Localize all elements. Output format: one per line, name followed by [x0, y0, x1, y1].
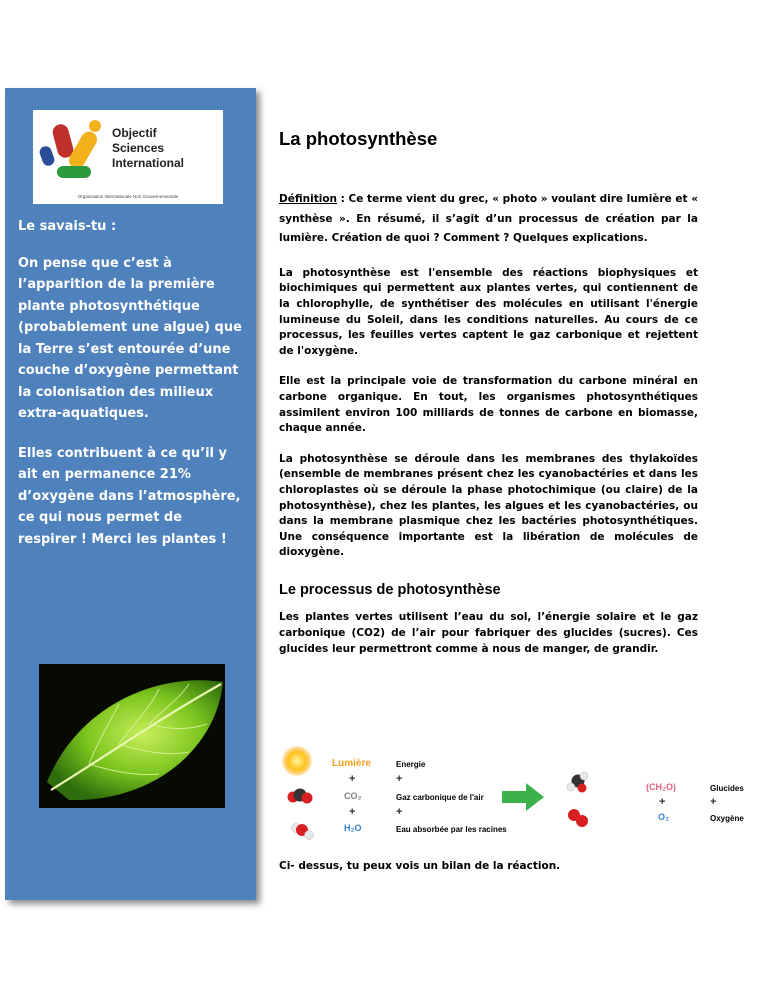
co2-description: Gaz carbonique de l'air [396, 793, 484, 802]
oxygene-label: Oxygène [710, 814, 744, 823]
section-paragraph: Les plantes vertes utilisent l’eau du sol, l’énergie solaire et le gaz carbonique (CO2) de l’air pour fabriquer des glucides (sucres). Ces glucides leur permettront comme à nous de manger, de grandir. [279, 611, 698, 655]
definition-text: : Ce terme vient du grec, « photo » voulant dire lumière et « synthèse ». En résumé, il s’agit d’un processus de création par la lumière. Création de quoi ? Comment ? Quelques explications. [279, 193, 698, 245]
glucose-molecule-icon [567, 772, 588, 793]
section-title: Le processus de photosynthèse [279, 581, 501, 598]
logo-line-3: International [112, 156, 185, 170]
glucides-label: Glucides [710, 784, 744, 793]
h2o-molecule-icon [292, 824, 314, 840]
plus-sign-6: + [710, 796, 717, 808]
did-you-know-paragraph-1: On pense que c’est à l’apparition de la première plante photosynthétique (probablement une algue) que la Terre s’est entourée d’une couche d’oxygène permettant la colonisation des milieux extra-aquatiques. [18, 255, 242, 421]
osi-logo-mark-icon [37, 116, 107, 186]
plus-sign-1: + [349, 773, 356, 785]
h2o-description: Eau absorbée par les racines [396, 825, 507, 834]
logo-line-1: Objectif [112, 126, 157, 140]
did-you-know-box [18, 216, 243, 550]
o2-label: O₂ [658, 812, 669, 822]
definition-label: Définition [279, 193, 338, 205]
sun-icon [282, 746, 312, 776]
main-content [279, 190, 698, 672]
plus-sign-2: + [396, 773, 403, 785]
reaction-arrow-icon [502, 783, 544, 811]
logo-line-2: Sciences [112, 141, 165, 155]
sidebar-panel [5, 88, 256, 900]
logo-tagline: Organisation Internationale Non Gouvernementale [77, 194, 179, 199]
definition-paragraph [279, 190, 698, 249]
plus-sign-3: + [349, 806, 356, 818]
plus-sign-5: + [659, 796, 666, 808]
page-title: La photosynthèse [279, 128, 438, 149]
body-paragraph-3: La photosynthèse se déroule dans les membranes des thylakoïdes (ensemble de membranes présent chez les cyanobactéries et dans les chloroplastes où se déroule la phase photochimique (ou claire) de la photosynthèse), chez les plantes, les algues et les cyanobactéries, ou dans la membrane plasmique chez les bactéries photosynthétiques. Une conséquence importante est la libération de molécules de dioxygène. [279, 452, 698, 559]
o2-molecule-icon [568, 809, 588, 827]
ch2o-label: (CH₂O) [646, 782, 676, 792]
body-paragraph-1: La photosynthèse est l'ensemble des réactions biophysiques et biochimiques qui permettent aux plantes vertes, qui contiennent de la chlorophylle, de synthétiser des molécules en utilisant l'énergie lumineuse du Soleil, dans les conditions naturelles. Au cours de ce processus, les feuilles vertes captent le gaz carbonique et rejettent de l'oxygène. [279, 266, 698, 357]
lumiere-label: Lumière [332, 758, 371, 769]
co2-label: CO₂ [344, 791, 362, 801]
osi-logo [33, 110, 223, 204]
leaf-illustration [39, 664, 225, 808]
plus-sign-4: + [396, 806, 403, 818]
leaf-image [39, 664, 225, 808]
osi-logo-name [112, 126, 184, 171]
did-you-know-paragraph-2: Elles contribuent à ce qu’il y ait en permanence 21% d’oxygène dans l’atmosphère, ce qui nous permet de respirer ! Merci les plantes ! [18, 445, 241, 547]
energie-label: Energie [396, 760, 426, 769]
h2o-label: H₂O [344, 823, 362, 833]
did-you-know-heading: Le savais-tu : [18, 219, 117, 234]
body-paragraph-2: Elle est la principale voie de transformation du carbone minéral en carbone organique. En tout, les organismes photosynthétiques assimilent environ 100 milliards de tonnes de carbone en biomasse, chaque année. [279, 375, 698, 435]
reaction-diagram [282, 745, 752, 845]
co2-molecule-icon [288, 789, 313, 804]
diagram-caption: Ci- dessus, tu peux vois un bilan de la réaction. [279, 860, 561, 872]
